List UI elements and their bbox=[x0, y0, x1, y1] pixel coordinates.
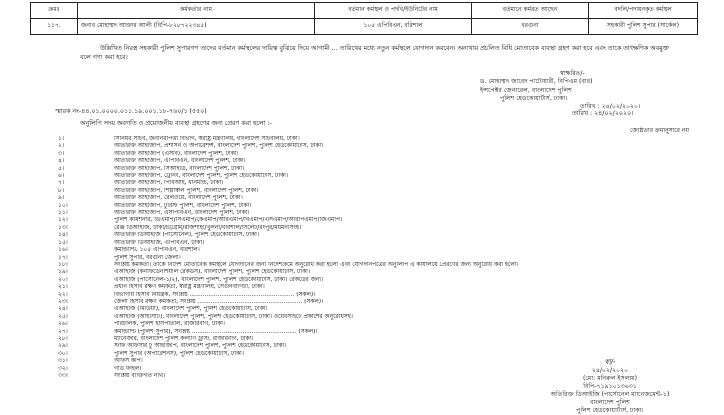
list-item-number: ২২। bbox=[58, 291, 68, 298]
list-item-text: অতিরিক্ত আইজিপি, টুরিস্ট পুলিশ, বাংলাদেশ পুলিশ, ঢাকা। bbox=[114, 202, 252, 209]
signature-block-bottom bbox=[510, 358, 710, 415]
table-cell: বরগুনা bbox=[472, 19, 589, 35]
memo-date: তারিখ : ২৪/০২/২০২০। bbox=[572, 110, 634, 117]
list-item bbox=[58, 240, 708, 247]
list-item-text: অতিরিক্ত আইজিপি (এসবি), বাংলাদেশ পুলিশ, ঢাকা। bbox=[114, 150, 239, 157]
table-header-cell: বদলি/পদায়নকৃত কর্মস্থল bbox=[589, 3, 698, 19]
list-item-number: ২৩। bbox=[58, 298, 68, 305]
list-item bbox=[58, 158, 708, 165]
list-item-number: ১৯। bbox=[58, 269, 68, 276]
list-item-number: ৯। bbox=[58, 195, 64, 202]
list-item-text: অতিরিক্ত ডিআইজি, এপিবিএন, ঢাকা। bbox=[114, 239, 205, 246]
signatory-office: পুলিশ হেডকোয়ার্টার্স, ঢাকা। bbox=[576, 407, 644, 415]
signatory-org: বাংলাদেশ পুলিশ bbox=[590, 399, 630, 407]
list-item-text: রেঞ্জ ডিআইজি, ঢাকা/চট্টগ্রাম/রাজশাহী/খুলনা/বরিশাল/সিলেট/রংপুর/ময়মনসিংহ। bbox=[114, 224, 302, 231]
table-cell: ১০৫ এপিবিএন, বরিশাল bbox=[315, 19, 472, 35]
list-item bbox=[58, 299, 708, 306]
copy-to-line: অনুলিপি সদয় অবগতি ও প্রয়োজনীয় ব্যবস্থা গ্রহণের জন্য প্রেরণ করা হলো :- bbox=[80, 120, 272, 127]
list-item-number: ২৯। bbox=[58, 343, 68, 350]
list-item-text: ম্যানেজার, বাংলাদেশ পুলিশ কল্যাণ ট্রাস্ট, রাজারবাগ, ঢাকা। bbox=[114, 335, 254, 342]
list-item bbox=[58, 336, 708, 343]
list-item bbox=[58, 329, 708, 336]
list-item-text: জেলা হিসাব রক্ষণ কর্মকর্তা, সংশ্লিষ্ট ........................................................ (সকল)। bbox=[114, 298, 324, 305]
list-item bbox=[58, 232, 708, 239]
list-item-text: অতিরিক্ত আইজিপি, প্রশাসন ও অপারেশন্স, বাংলাদেশ পুলিশ, পুলিশ হেডকোয়ার্টার্স, ঢাকা। bbox=[114, 143, 324, 150]
list-item-text: এআইজি (আইসিটি), বাংলাদেশ পুলিশ, পুলিশ হেডকোয়ার্টার্স, ঢাকা। ওয়েবসাইটে প্রকাশের অনুরোধসহ। bbox=[114, 313, 353, 320]
list-item-text: পুলিশ কমিশনার, ডিএমপি/সিএমপি/কেএমপি/আরএমপি/বিএমপি/এসএমপি/আরপিএমপি/জিএমপি। bbox=[114, 217, 342, 224]
list-item bbox=[58, 217, 708, 224]
list-item-text: সিনিয়র সচিব, জননিরাপত্তা বিভাগ, স্বরাষ্ট্র মন্ত্রণালয়, বাংলাদেশ সচিবালয়, ঢাকা। bbox=[114, 136, 300, 142]
list-item-number: ৪। bbox=[58, 158, 64, 165]
list-item bbox=[58, 151, 708, 158]
list-item-text: অতিরিক্ত আইজিপি, এপিবিএন, বাংলাদেশ পুলিশ, ঢাকা। bbox=[114, 158, 246, 165]
signatory-bp-number: বিপি-৭১৯১০১৩৬৩১ bbox=[583, 383, 637, 391]
memo-number: স্মারক নং-৪৪.০১.০০০০.০১১.১৯.০০১.১৮-৭৬০/১ (৫৫০) bbox=[55, 108, 207, 115]
list-item-number: ৮। bbox=[58, 187, 64, 194]
list-item-text: অতিরিক্ত ডিআইজি (পার্সোনেল), পুলিশ হেডকোয়ার্টার্স, ঢাকা। bbox=[114, 232, 259, 239]
list-item-text: পুলিশ সুপার, বরগুনা জেলা। bbox=[114, 254, 181, 261]
list-item-text: বিভাগীয় হিসাব নিয়ন্ত্রক, সংশ্লিষ্ট ........................................................ (সকল)। bbox=[114, 291, 316, 298]
list-item-text: সংশ্লিষ্ট কর্মকর্তা। তাকে নির্দেশ মোতাবেক কর্মস্থলে যোগদানের জন্য নির্দেশক্রমে অনুরোধ করা হলো এবং যোগদানপত্রের অনুলিপি এ কার্যালয়ে প্রেরণের জন্য অনুরোধ করা হলো। bbox=[114, 261, 519, 268]
signature-block-top bbox=[440, 70, 670, 112]
list-item bbox=[58, 210, 708, 217]
table-cell: সহকারী পুলিশ সুপার (সার্কেল) bbox=[589, 19, 698, 35]
list-item-number: ৩০। bbox=[58, 350, 68, 357]
list-item-number: ১৬। bbox=[58, 247, 68, 254]
list-item-text: সংশ্লিষ্ট ব্যক্তিগত নথি। bbox=[114, 373, 166, 379]
list-item-text: এআইজি (কনফিডেনশিয়াল রেকর্ডস), বাংলাদেশ পুলিশ, পুলিশ হেডকোয়ার্টার্স, ঢাকা। bbox=[114, 269, 310, 276]
list-item-text: অতিরিক্ত আইজিপি, রেলওয়ে, বাংলাদেশ পুলিশ, ঢাকা। bbox=[114, 195, 243, 202]
signature-date: তারিখ : ২৪/০২/২০২০। bbox=[580, 103, 641, 111]
list-item bbox=[58, 306, 708, 313]
table-cell: ১১৭. bbox=[31, 19, 78, 35]
list-item-text: অতিরিক্ত আইজিপি, ট্রেনিং, বাংলাদেশ পুলিশ, পুলিশ হেডকোয়ার্টার্স, ঢাকা। bbox=[114, 173, 288, 180]
list-item-text: অতিরিক্ত আইজিপি, সিআইডি, বাংলাদেশ পুলিশ, ঢাকা। bbox=[114, 165, 245, 172]
list-item bbox=[58, 173, 708, 180]
copy-recipient-list bbox=[58, 136, 708, 380]
list-item-number: ৩২। bbox=[58, 365, 68, 372]
list-item bbox=[58, 292, 708, 299]
list-item-number: ১৭। bbox=[58, 254, 68, 261]
list-item-number: ৬। bbox=[58, 173, 64, 180]
table-header-cell: বর্তমানে কর্মরত আছেন bbox=[472, 3, 589, 19]
list-item-number: ২০। bbox=[58, 276, 68, 283]
list-item-text: অতিরিক্ত আইজিপি, এসপিবিএন, বাংলাদেশ পুলিশ, ঢাকা। bbox=[114, 210, 250, 217]
signatory-name: ড. মোহাম্মদ জাবেদ পাটোয়ারী, বিপিএম (বার) bbox=[480, 78, 593, 86]
list-item-number: ১০। bbox=[58, 202, 68, 209]
list-item bbox=[58, 343, 708, 350]
table-header-cell: কর্মকর্তার নাম bbox=[78, 3, 315, 19]
table-header-cell: বর্তমান কর্মস্থল ও পদবি/ইউনিটের নাম bbox=[315, 3, 472, 19]
signature-date: ২৪/০২/২০২০ bbox=[591, 367, 629, 375]
list-item bbox=[58, 314, 708, 321]
list-item bbox=[58, 188, 708, 195]
list-item-number: ২৮। bbox=[58, 335, 68, 342]
list-item bbox=[58, 277, 708, 284]
list-item-text: পুলিশ সুপার (অপারেশনস), পুলিশ হেডকোয়ার্টার্স, ঢাকা। bbox=[114, 350, 244, 357]
list-item-number: ১১। bbox=[58, 210, 68, 217]
list-item bbox=[58, 166, 708, 173]
signatory-office: পুলিশ হেডকোয়ার্টার্স, ঢাকা। bbox=[500, 95, 568, 103]
list-item bbox=[58, 136, 708, 143]
list-item-number: ১৩। bbox=[58, 224, 68, 231]
list-item-text: এআইজি (মিডিয়া), বাংলাদেশ পুলিশ, পুলিশ হেডকোয়ার্টার্স, ঢাকা। bbox=[114, 306, 268, 313]
list-item-text: অতিরিক্ত আইজিপি, পিবিআই, ধানমন্ডি, ঢাকা। bbox=[114, 180, 224, 187]
list-item-number: ১২। bbox=[58, 217, 68, 224]
list-item bbox=[58, 262, 708, 269]
signatory-title: অতিরিক্ত ডিআইজি (পার্সোনেল ম্যানেজমেন্ট-১) bbox=[550, 391, 670, 399]
table-header-row bbox=[31, 3, 698, 19]
list-item-text: পরিচালক, পুলিশ হাসপাতাল, রাজারবাগ, ঢাকা। bbox=[114, 321, 225, 328]
table-cell: জনাব মোহাম্মদ আক্তার আলী (বিপি-৮২৮৭২২৩৪৫) bbox=[78, 19, 315, 35]
list-item-text: প্রধান হিসাব রক্ষণ কর্মকর্তা, স্বরাষ্ট্র মন্ত্রণালয়, সেগুনবাগিচা, ঢাকা। bbox=[114, 284, 265, 291]
list-item-number: ৫। bbox=[58, 165, 64, 172]
list-item bbox=[58, 203, 708, 210]
list-item-text: কমান্ড্যান্ট, ১০৫ এপিবিএন, বরিশাল। bbox=[114, 247, 200, 254]
list-item bbox=[58, 321, 708, 328]
list-item bbox=[58, 284, 708, 291]
list-item bbox=[58, 143, 708, 150]
list-item-text: গার্ড ফাইল। bbox=[114, 365, 142, 372]
list-item-text: এআইজি (পার্সোনেল-১/২), বাংলাদেশ পুলিশ, পুলিশ হেডকোয়ার্টার্স, ঢাকা। রেকর্ডের জন্য। bbox=[114, 276, 324, 283]
list-item-number: ৩৩। bbox=[58, 373, 68, 379]
list-item-number: ২৬। bbox=[58, 321, 68, 328]
list-item bbox=[58, 247, 708, 254]
signatory-name: (মো: মনিরুল ইসলাম) bbox=[583, 375, 637, 383]
list-item-text: অফিস কপি। bbox=[114, 358, 143, 365]
seniority-note: জ্যেষ্ঠতার ক্রমানুসারে নয় bbox=[630, 127, 690, 134]
list-item-text: স্টাফ অফিসার টু আইজিপি, বাংলাদেশ পুলিশ, পুলিশ হেডকোয়ার্টার্স, ঢাকা। bbox=[114, 343, 287, 350]
list-item-number: ৭। bbox=[58, 180, 64, 187]
list-item-number: ২৫। bbox=[58, 313, 68, 320]
list-item-number: ৩১। bbox=[58, 358, 68, 365]
list-item-number: ২৭। bbox=[58, 328, 68, 335]
list-item-number: ২৪। bbox=[58, 306, 68, 313]
list-item-text: অতিরিক্ত আইজিপি, শিল্পাঞ্চল পুলিশ, বাংলাদেশ পুলিশ, ঢাকা। bbox=[114, 187, 259, 194]
table-row bbox=[31, 19, 698, 35]
list-item-number: ৩। bbox=[58, 150, 64, 157]
list-item bbox=[58, 225, 708, 232]
list-item-number: ১। bbox=[58, 136, 64, 142]
list-item bbox=[58, 255, 708, 262]
table-header-cell: ক্রমঃ bbox=[31, 3, 78, 19]
signature-mark: স্বা/- bbox=[604, 358, 616, 366]
list-item-number: ১৪। bbox=[58, 232, 68, 239]
list-item-number: ১৫। bbox=[58, 239, 68, 246]
list-item-text: কমান্ড্যান্ট (পুলিশ সুপার), সংশ্লিষ্ট ........................................................ (সকল)। bbox=[114, 328, 318, 335]
signature-mark: স্বাক্ষরিত/- bbox=[560, 70, 585, 77]
list-item-number: ১৮। bbox=[58, 261, 68, 268]
list-item bbox=[58, 195, 708, 202]
list-item bbox=[58, 269, 708, 276]
signatory-title: ইন্সপেক্টর জেনারেল, বাংলাদেশ পুলিশ bbox=[480, 86, 572, 94]
body-paragraph: উল্লিখিত নিরস্ত্র সহকারী পুলিশ সুপারগণ তাদের বর্তমান কর্মস্থলের দায়িত্ব বুঝিয়ে দিয়ে আগামী ... তারিখের মধ্যে নতুন কর্মস্থলে যোগদান করবেন। অন্যথায় প্রচলিত বিধি মোতাবেক ব্যবস্থা গ্রহণ করা হবে এবং তাকে তাৎক্ষণিক অবমুক্ত বলে গণ্য করা হবে। bbox=[80, 45, 669, 61]
list-item-number: ২১। bbox=[58, 284, 68, 291]
list-item bbox=[58, 180, 708, 187]
transfer-table bbox=[30, 2, 698, 35]
list-item-number: ২। bbox=[58, 143, 64, 150]
